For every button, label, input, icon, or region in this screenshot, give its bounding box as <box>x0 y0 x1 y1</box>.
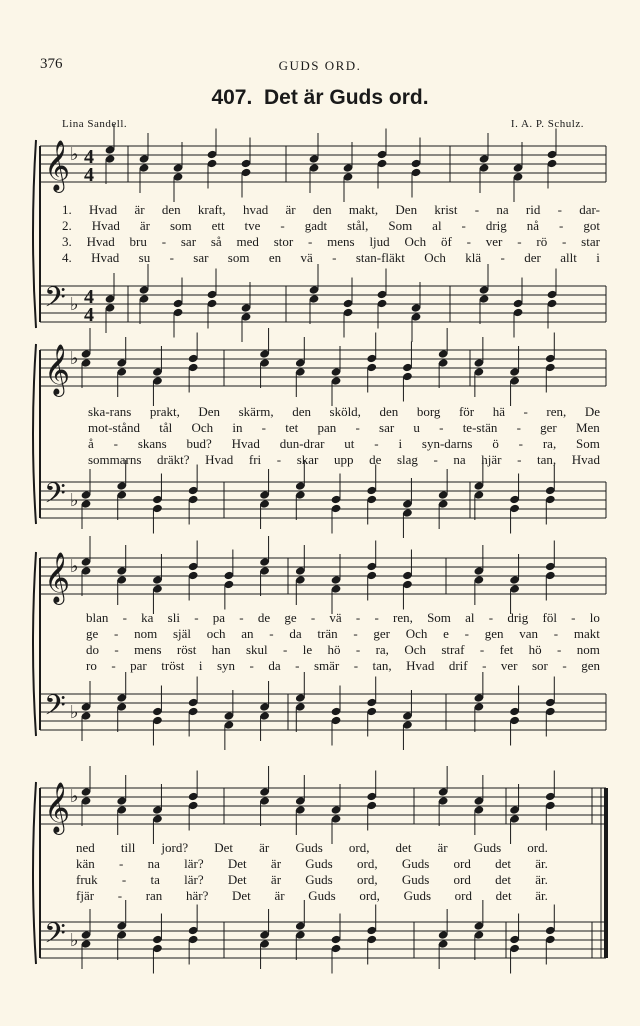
lyrics-system-3 <box>0 610 640 674</box>
bass-clef: 𝄢 <box>44 281 66 321</box>
treble-clef: 𝄞 <box>44 552 71 603</box>
key-signature: ♭ <box>70 786 79 807</box>
lyric-line: 4. Hvad su - sar som en vä - stan-fläkt Och klä - der allt i <box>62 250 600 265</box>
lyric-line: ned till jord? Det är Guds ord, det är Guds ord. <box>76 840 548 855</box>
lyrics-system-4 <box>0 840 640 904</box>
time-signature: 4 <box>84 146 94 168</box>
running-head: GUDS ORD. <box>278 58 362 73</box>
hymn-number: 407. <box>211 86 253 109</box>
lyric-line: fruk - ta lär? Det är Guds ord, Guds ord det är. <box>76 872 548 887</box>
key-signature: ♭ <box>70 702 79 723</box>
key-signature: ♭ <box>70 556 79 577</box>
lyric-line: fjär - ran här? Det är Guds ord, Guds ord det är. <box>76 888 548 903</box>
key-signature: ♭ <box>70 294 79 315</box>
bass-clef: 𝄢 <box>44 477 66 517</box>
key-signature: ♭ <box>70 348 79 369</box>
lyric-line: sommarns dräkt? Hvad fri - skar upp de slag - na hjär - tan, Hvad <box>88 452 600 467</box>
lyric-line: ska-rans prakt, Den skärm, den sköld, den borg för hä - ren, De <box>88 404 600 419</box>
treble-clef: 𝄞 <box>44 140 71 191</box>
lyric-line: do - mens röst han skul - le hö - ra, Och straf - fet hö - nom <box>86 642 600 657</box>
treble-clef: 𝄞 <box>44 782 71 833</box>
lyric-line: ro - par tröst i syn - da - smär - tan, Hvad drif - ver sor - gen <box>86 658 600 673</box>
bass-clef: 𝄢 <box>44 689 66 729</box>
treble-clef: 𝄞 <box>44 344 71 395</box>
key-signature: ♭ <box>70 490 79 511</box>
lyrics-system-2 <box>0 404 640 468</box>
lyric-line: 1. Hvad är den kraft, hvad är den makt, Den krist - na rid - dar- <box>62 202 600 217</box>
lyric-line: kän - na lär? Det är Guds ord, Guds ord det är. <box>76 856 548 871</box>
time-signature: 4 <box>84 164 94 186</box>
author-credit: Lina Sandell. <box>62 118 128 130</box>
key-signature: ♭ <box>70 930 79 951</box>
lyric-line: 3. Hvad bru - sar så med stor - mens ljud Och öf - ver - rö - star <box>62 234 600 249</box>
key-signature: ♭ <box>70 144 79 165</box>
lyric-line: mot-stånd tål Och in - tet pan - sar u - te-stän - ger Men <box>88 420 600 435</box>
lyric-line: å - skans bud? Hvad dun-drar ut - i syn-darns ö - ra, Som <box>88 436 600 451</box>
page-number: 376 <box>40 56 63 72</box>
lyric-line: ge - nom själ och an - da trän - ger Och e - gen van - makt <box>86 626 600 641</box>
composer-credit: I. A. P. Schulz. <box>510 118 584 130</box>
lyrics-system-1 <box>0 202 640 266</box>
time-signature: 4 <box>84 304 94 326</box>
lyric-line: 2. Hvad är som ett tve - gadt stål, Som al - drig nå - got <box>62 218 600 233</box>
time-signature: 4 <box>84 286 94 308</box>
lyric-line: blan - ka sli - pa - de ge - vä - - ren, Som al - drig föl - lo <box>86 610 600 625</box>
bass-clef: 𝄢 <box>44 917 66 957</box>
hymn-title-text: Det är Guds ord. <box>264 86 429 109</box>
